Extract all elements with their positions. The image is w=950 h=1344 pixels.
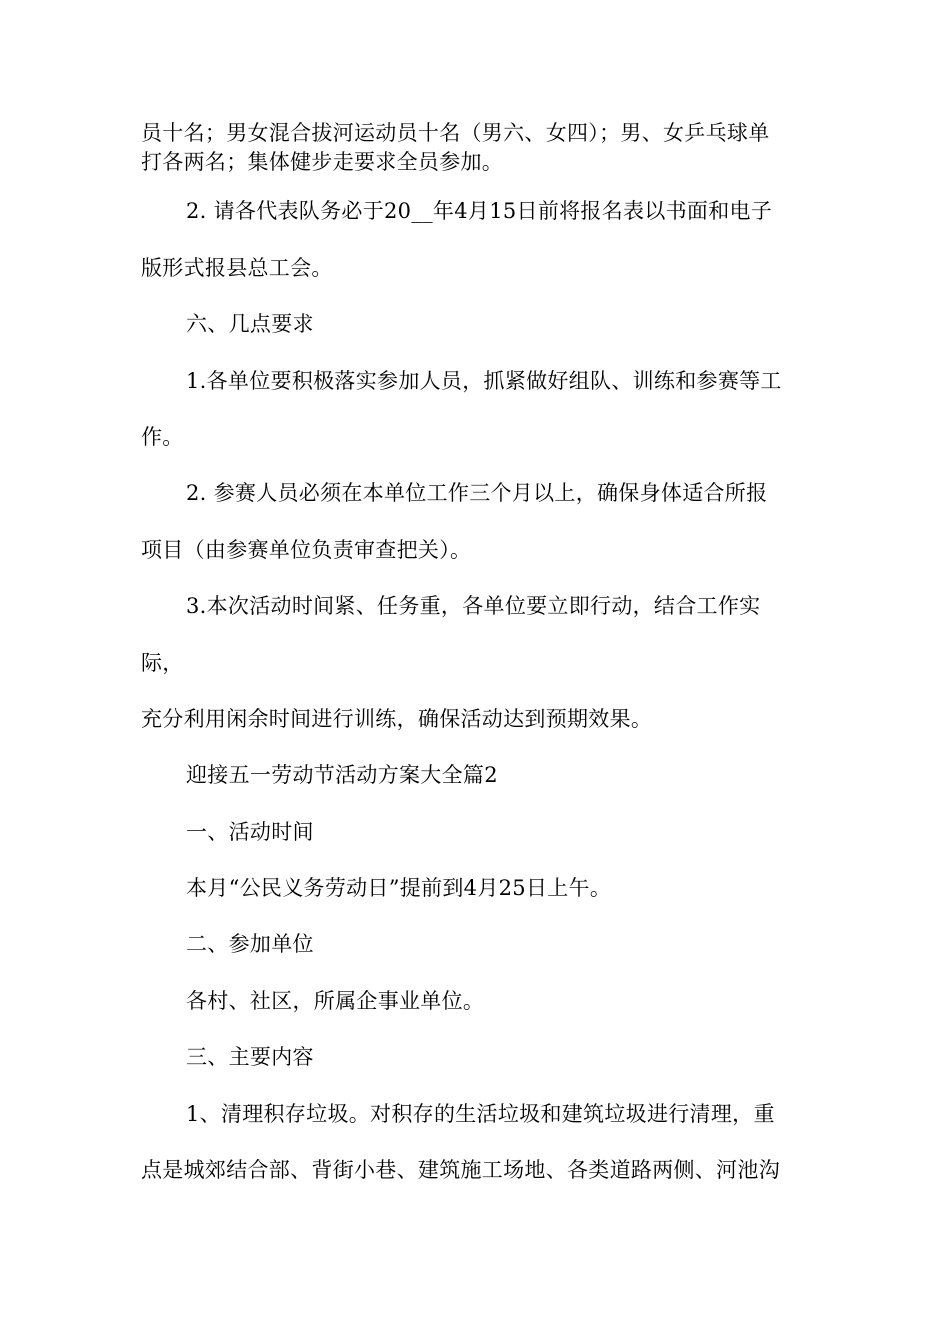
section-heading: 一、活动时间 <box>186 820 314 844</box>
text-line: 作。 <box>141 425 184 449</box>
text-line: 1、清理积存垃圾。对积存的生活垃圾和建筑垃圾进行清理，重 <box>186 1102 775 1126</box>
text-line: 1.各单位要积极落实参加人员，抓紧做好组队、训练和参赛等工 <box>186 369 782 393</box>
text-line: 员十名；男女混合拔河运动员十名（男六、女四）；男、女乒乓球单 <box>141 121 770 145</box>
text-line: 版形式报县总工会。 <box>141 256 333 280</box>
text-line: 打各两名；集体健步走要求全员参加。 <box>141 150 504 174</box>
section-heading: 二、参加单位 <box>186 932 314 956</box>
text-line: 各村、社区，所属企事业单位。 <box>186 989 485 1013</box>
text-line: 充分利用闲余时间进行训练，确保活动达到预期效果。 <box>141 707 653 731</box>
section-heading: 六、几点要求 <box>186 312 314 336</box>
article-title: 迎接五一劳动节活动方案大全篇2 <box>186 763 498 787</box>
text-line: 点是城郊结合部、背街小巷、建筑施工场地、各类道路两侧、河池沟 <box>141 1158 780 1182</box>
text-line: 本月“公民义务劳动日”提前到4月25日上午。 <box>186 876 612 900</box>
text-line: 项目（由参赛单位负责审查把关）。 <box>141 538 472 562</box>
text-line: 2. 请各代表队务必于20__年4月15日前将报名表以书面和电子 <box>186 199 773 223</box>
section-heading: 三、主要内容 <box>186 1045 314 1069</box>
text-line: 2. 参赛人员必须在本单位工作三个月以上，确保身体适合所报 <box>186 481 768 505</box>
text-line: 3.本次活动时间紧、任务重，各单位要立即行动，结合工作实 <box>186 594 761 618</box>
text-line: 际， <box>141 651 184 675</box>
